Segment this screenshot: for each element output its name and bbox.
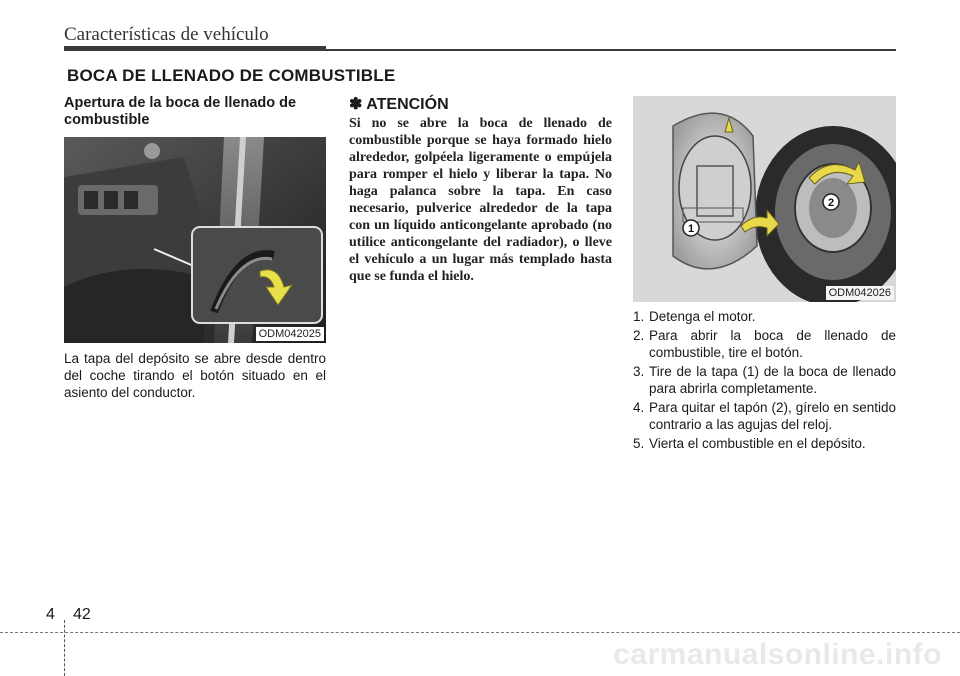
page-number: 42	[73, 606, 91, 623]
door-panel-drawing	[64, 137, 326, 343]
image-code-label: ODM042026	[826, 286, 894, 300]
fuel-cap-drawing	[633, 96, 896, 302]
callout-2: 2	[827, 197, 835, 209]
step-text: Tire de la tapa (1) de la boca de llenado para abrirla completamente.	[649, 364, 896, 396]
procedure-list	[633, 308, 896, 454]
step-number: 4.	[633, 400, 645, 415]
body-paragraph: La tapa del depósito se abre desde dentro del coche tirando el botón situado en el asiento del conductor.	[64, 351, 326, 400]
door-panel-illustration	[64, 137, 326, 343]
step-text: Vierta el combustible en el depósito.	[649, 436, 866, 451]
watermark: carmanualsonline.info	[613, 638, 942, 671]
step-number: 2.	[633, 328, 645, 343]
caution-text: Si no se abre la boca de llenado de combustible porque se haya formado hielo alrededor, golpéela ligeramente o empújela para romper el hielo y liberar la tapa. No haga palanca sobre la tapa. En caso necesario, pulverice alrededor de la tapa con un líquido anticongelante aprobado (no utilice anticongelante del radiador), o lleve el vehículo a un lugar más templado hasta que se funda el hielo.	[349, 116, 612, 284]
header-title: Características de vehículo	[64, 24, 269, 45]
callout-1: 1	[687, 223, 695, 235]
step-number: 5.	[633, 436, 645, 451]
footer-divider	[64, 620, 65, 676]
step-text: Detenga el motor.	[649, 309, 756, 324]
list-item	[633, 435, 896, 452]
list-item	[633, 399, 896, 433]
image-code-label: ODM042025	[256, 327, 324, 341]
step-text: Para abrir la boca de llenado de combustible, tire el botón.	[649, 328, 896, 360]
step-number: 3.	[633, 364, 645, 379]
list-item	[633, 327, 896, 361]
list-item	[633, 363, 896, 397]
subsection-heading: Apertura de la boca de llenado de combustible	[64, 95, 297, 128]
footer-rule	[0, 632, 960, 633]
fuel-cap-illustration	[633, 96, 896, 302]
chapter-number: 4	[46, 606, 55, 623]
section-title: BOCA DE LLENADO DE COMBUSTIBLE	[67, 66, 396, 85]
header-rule-thick	[64, 46, 326, 51]
header-rule-thin	[326, 49, 896, 51]
caution-title: ✽ ATENCIÓN	[349, 96, 449, 113]
step-text: Para quitar el tapón (2), gírelo en sentido contrario a las agujas del reloj.	[649, 400, 896, 432]
step-number: 1.	[633, 309, 645, 324]
list-item	[633, 308, 896, 325]
